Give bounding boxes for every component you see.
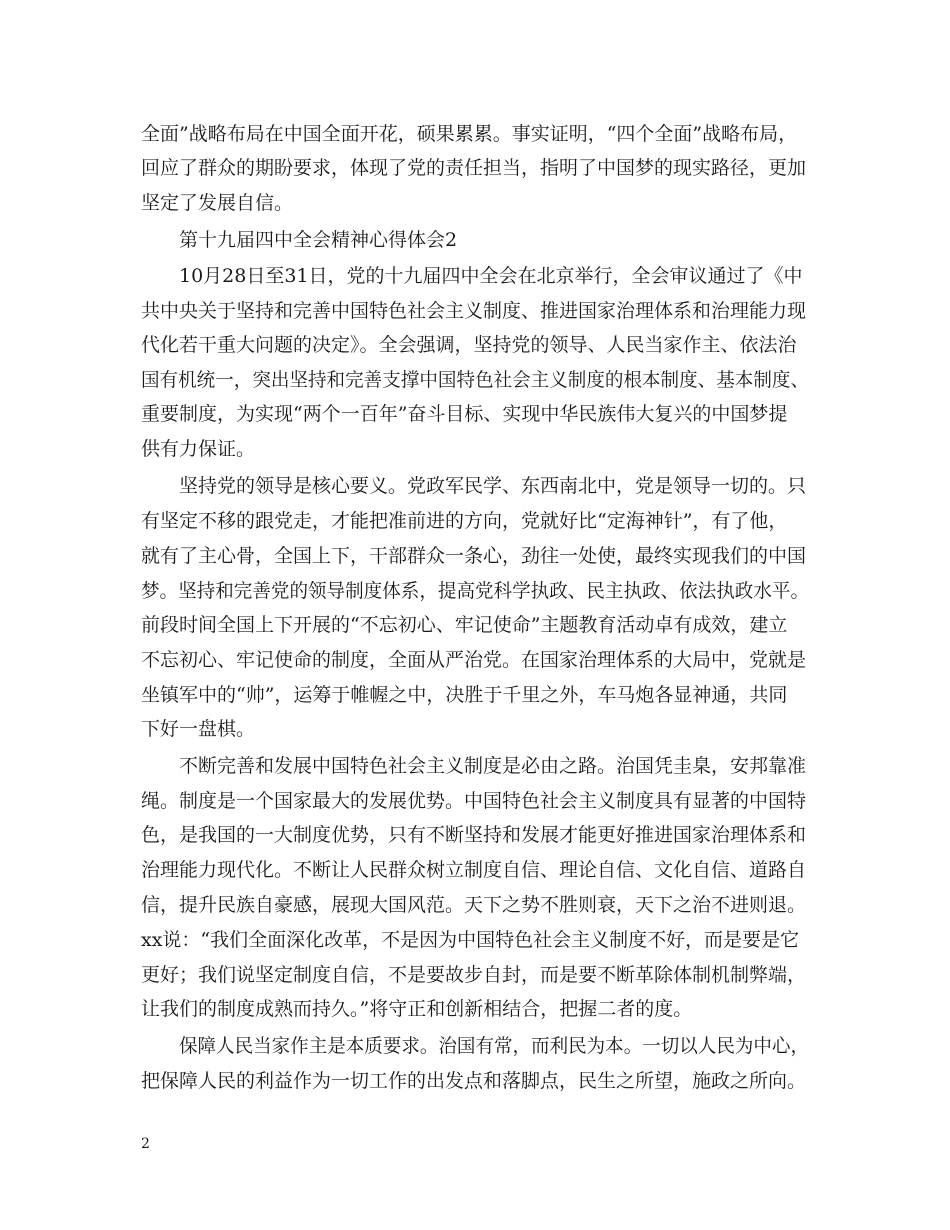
text-line: 坚持党的领导是核心要义。党政军民学、东西南北中，党是领导一切的。只	[179, 475, 807, 497]
text-line: 让我们的制度成熟而持久。”将守正和创新相结合，把握二者的度。	[141, 998, 693, 1020]
text-line: 就有了主心骨，全国上下，干部群众一条心，劲往一处使，最终实现我们的中国	[141, 545, 807, 567]
text-line: 治理能力现代化。不断让人民群众树立制度自信、理论自信、文化自信、道路自	[141, 859, 807, 881]
text-line: 色，是我国的一大制度优势，只有不断坚持和发展才能更好推进国家治理体系和	[141, 824, 807, 846]
text-line: 把保障人民的利益作为一切工作的出发点和落脚点，民生之所望，施政之所向。	[141, 1070, 807, 1092]
text-line: 前段时间全国上下开展的“不忘初心、牢记使命”主题教育活动卓有成效，建立	[141, 614, 788, 636]
text-line: 不忘初心、牢记使命的制度，全面从严治党。在国家治理体系的大局中，党就是	[141, 649, 807, 671]
text-line: 共中央关于坚持和完善中国特色社会主义制度、推进国家治理体系和治理能力现	[141, 300, 807, 322]
text-line: 回应了群众的期盼要求，体现了党的责任担当，指明了中国梦的现实路径，更加	[141, 157, 807, 179]
text-line: 不断完善和发展中国特色社会主义制度是必由之路。治国凭圭臬，安邦靠准	[179, 755, 807, 777]
page-number: 2	[141, 1136, 150, 1152]
text-line: 全面”战略布局在中国全面开花，硕果累累。事实证明，“四个全面”战略布局，	[141, 123, 798, 145]
text-line: 梦。坚持和完善党的领导制度体系，提高党科学执政、民主执政、依法执政水平。	[141, 580, 810, 602]
text-line: 信，提升民族自豪感，展现大国风范。天下之势不胜则衰，天下之治不进则退。	[141, 894, 807, 916]
text-line: 更好；我们说坚定制度自信，不是要故步自封，而是要不断革除体制机制弊端，	[141, 964, 807, 986]
text-line: 代化若干重大问题的决定》。全会强调，坚持党的领导、人民当家作主、依法治	[141, 334, 797, 356]
text-line: 国有机统一，突出坚持和完善支撑中国特色社会主义制度的根本制度、基本制度、	[141, 369, 810, 391]
text-line: 绳。制度是一个国家最大的发展优势。中国特色社会主义制度具有显著的中国特	[141, 790, 807, 812]
text-line: 重要制度，为实现“两个一百年”奋斗目标、实现中华民族伟大复兴的中国梦提	[141, 403, 788, 425]
text-line: 下好一盘棋。	[141, 718, 256, 740]
text-line: 供有力保证。	[141, 438, 256, 460]
text-line: 第十九届四中全会精神心得体会2	[179, 229, 458, 251]
text-line: xx说：“我们全面深化改革，不是因为中国特色社会主义制度不好，而是要是它	[141, 929, 800, 951]
text-line: 有坚定不移的跟党走，才能把准前进的方向，党就好比“定海神针”，有了他，	[141, 510, 788, 532]
text-line: 保障人民当家作主是本质要求。治国有常，而利民为本。一切以人民为中心，	[179, 1035, 809, 1057]
text-line: 坐镇军中的“帅”，运筹于帷幄之中，决胜于千里之外，车马炮各显神通，共同	[141, 684, 788, 706]
text-line: 10月28日至31日，党的十九届四中全会在北京举行，全会审议通过了《中	[179, 265, 803, 287]
text-line: 坚定了发展自信。	[141, 192, 294, 214]
